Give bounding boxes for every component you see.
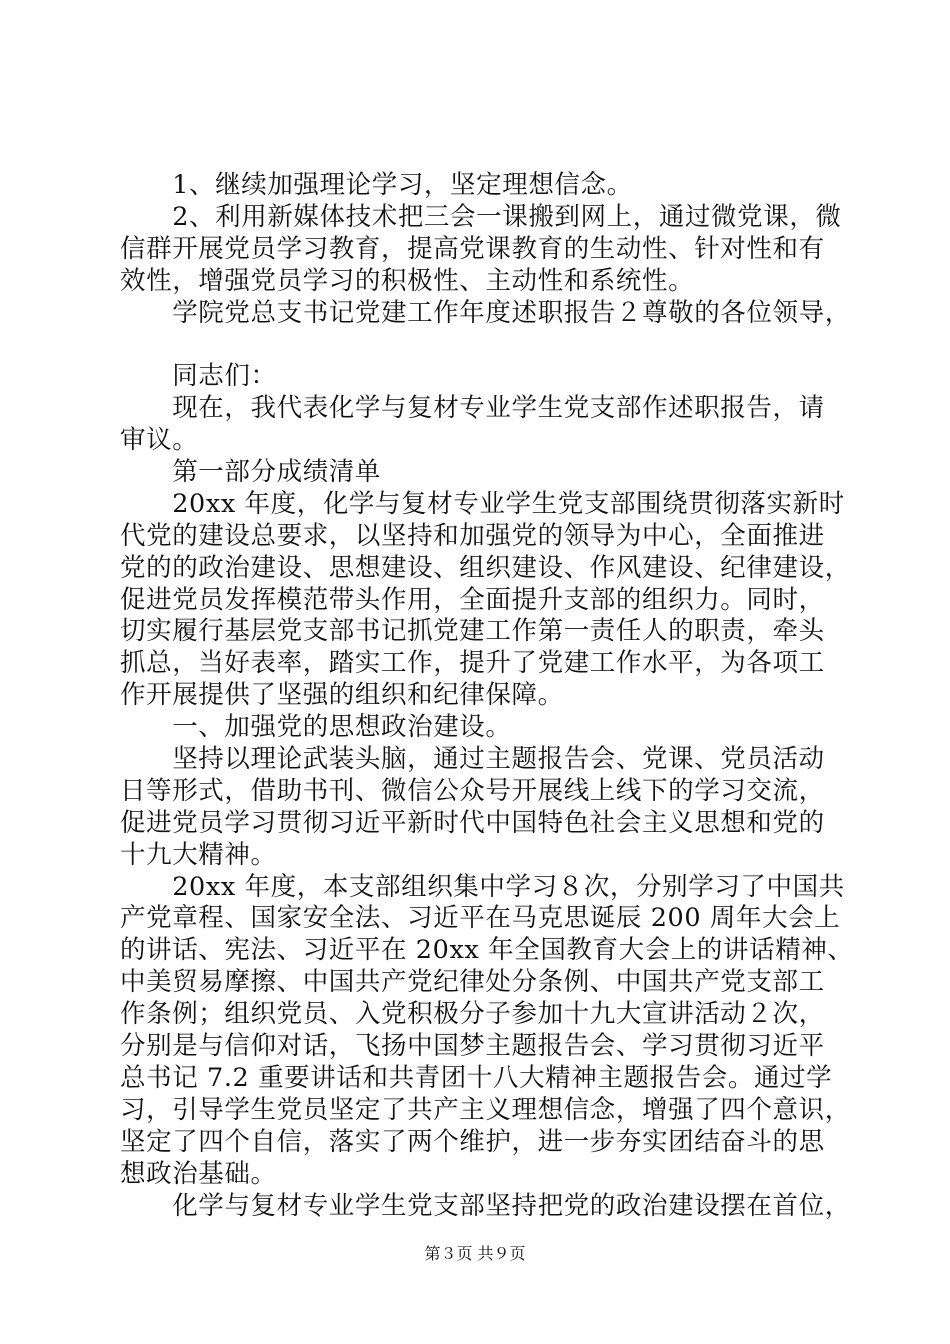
document-body xyxy=(120,170,854,1222)
text-line: 促进党员学习贯彻习近平新时代中国特色社会主义思想和党的 xyxy=(120,807,825,838)
page-footer: 第３页 共９页 xyxy=(424,1244,526,1263)
text-line: 日等形式，借助书刊、微信公众号开展线上线下的学习交流， xyxy=(120,775,825,806)
text-line: 想政治基础。 xyxy=(120,1158,277,1189)
text-line: 同志们： xyxy=(120,361,277,392)
text-line: 坚持以理论武装头脑，通过主题报告会、党课、党员活动 xyxy=(120,744,825,775)
text-line: 第一部分成绩清单 xyxy=(120,457,382,488)
text-line: 一、加强党的思想政治建设。 xyxy=(120,712,512,743)
text-line: 效性，增强党员学习的积极性、主动性和系统性。 xyxy=(120,265,695,296)
text-line: 2、利用新媒体技术把三会一课搬到网上，通过微党课，微 xyxy=(120,201,842,232)
text-line: 中美贸易摩擦、中国共产党纪律处分条例、中国共产党支部工 xyxy=(120,967,825,998)
text-line: 十九大精神。 xyxy=(120,839,277,870)
text-line: 现在，我代表化学与复材专业学生党支部作述职报告，请 xyxy=(120,393,825,424)
text-line: 促进党员发挥模范带头作用，全面提升支部的组织力。同时， xyxy=(120,584,825,615)
text-line: 20xx 年度，化学与复材专业学生党支部围绕贯彻落实新时 xyxy=(120,488,845,519)
text-line: 作条例；组织党员、入党积极分子参加十九大宣讲活动２次， xyxy=(120,999,825,1030)
text-line: 代党的建设总要求，以坚持和加强党的领导为中心，全面推进 xyxy=(120,520,825,551)
text-line: 坚定了四个自信，落实了两个维护，进一步夯实团结奋斗的思 xyxy=(120,1126,825,1157)
text-line: 学院党总支书记党建工作年度述职报告２尊敬的各位领导， xyxy=(120,297,851,328)
text-line: 切实履行基层党支部书记抓党建工作第一责任人的职责，牵头 xyxy=(120,616,825,647)
text-line: 1、继续加强理论学习，坚定理想信念。 xyxy=(120,170,633,200)
text-line: 的讲话、宪法、习近平在 20xx 年全国教育大会上的讲话精神、 xyxy=(120,935,854,966)
text-line: 党的的政治建设、思想建设、组织建设、作风建设、纪律建设， xyxy=(120,552,851,583)
blank-line xyxy=(120,329,845,361)
text-line: 总书记 7.2 重要讲话和共青团十八大精神主题报告会。通过学 xyxy=(120,1062,833,1093)
text-line: 20xx 年度，本支部组织集中学习８次，分别学习了中国共 xyxy=(120,871,845,902)
text-line: 抓总，当好表率，踏实工作，提升了党建工作水平，为各项工 xyxy=(120,648,825,679)
text-line: 分别是与信仰对话，飞扬中国梦主题报告会、学习贯彻习近平 xyxy=(120,1031,825,1062)
text-line: 审议。 xyxy=(120,425,199,456)
text-line: 产党章程、国家安全法、习近平在马克思诞辰 200 周年大会上 xyxy=(120,903,841,934)
text-line: 作开展提供了坚强的组织和纪律保障。 xyxy=(120,680,564,711)
text-line: 习，引导学生党员坚定了共产主义理想信念，增强了四个意识， xyxy=(120,1094,851,1125)
text-line: 信群开展党员学习教育，提高党课教育的生动性、针对性和有 xyxy=(120,233,825,264)
text-line: 化学与复材专业学生党支部坚持把党的政治建设摆在首位， xyxy=(120,1190,851,1221)
